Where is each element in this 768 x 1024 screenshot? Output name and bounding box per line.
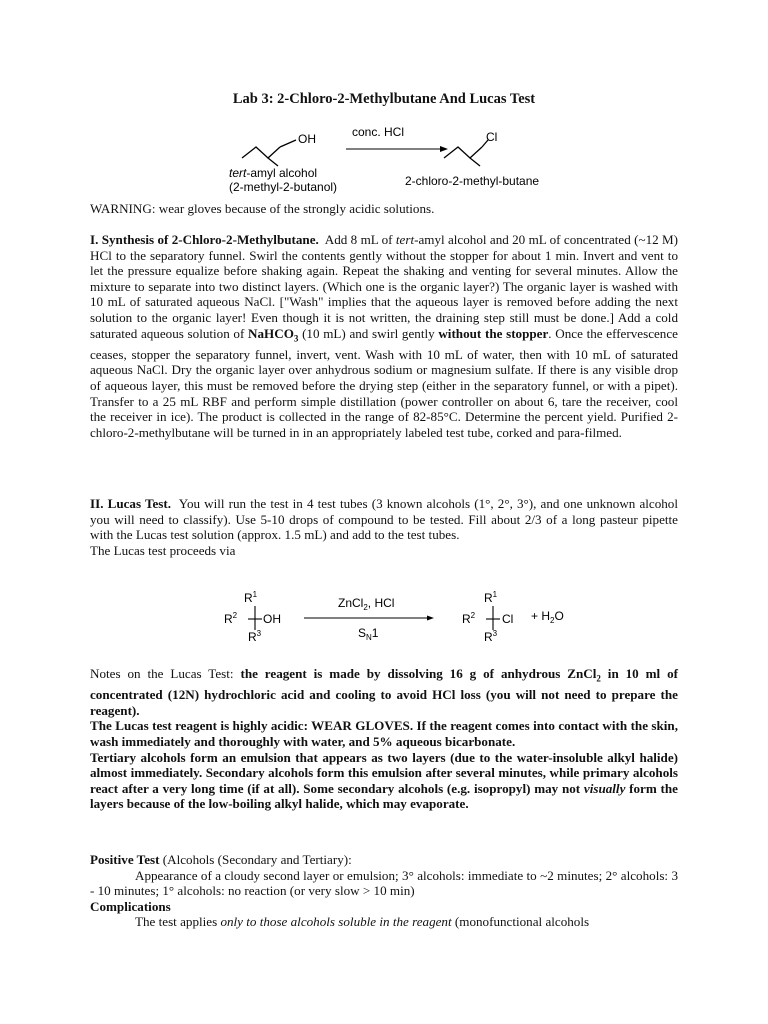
reactant-oh-label: OH xyxy=(298,132,316,146)
complications-heading: Complications xyxy=(90,898,171,914)
reactant-name: tert-amyl alcohol xyxy=(229,166,318,180)
notes-section: Notes on the Lucas Test: the reagent is made by dissolving 16 g of anhydrous ZnCl$_2$ in 10 ml of concentrated (12N) hydrochloric acid and cooling to avoid HCl loss (you will not need to prepare the reagent). The Lucas test reagent is highly acidic: WEAR GLOVES. If the reagent comes into contact with the skin, wash immediately and thoroughly with water, and 5% aqueous bicarbonate. Tertiary alcohols form an emulsion that appears as two layers (due to the water-insoluble alkyl halide) almost immediately. Secondary alcohols form this emulsion after several minutes, while primary alcohols react after a very long time (if at all). Some secondary alcohols (e.g. isopropyl) may not visually form the layers because of the low-boiling alkyl halide, which may evaporate. xyxy=(90,666,678,812)
r1-label: $R^1$ xyxy=(244,590,258,605)
lucas-proceeds-text: The Lucas test proceeds via xyxy=(90,542,236,558)
reactant-alt-name: (2-methyl-2-butanol) xyxy=(229,180,338,194)
synthesis-section: I. Synthesis of 2-Chloro-2-Methylbutane. Add 8 mL of tert-amyl alcohol and 20 mL of concentrated (~12 M) HCl to the separatory funnel. Swirl the contents gently without the stopper for about 1 min. Invert and vent to let the pressure equalize before shaking again. Repeat the shaking and venting for several minutes. Allow the mixture to separate into two distinct layers. (Which one is the organic layer?) The organic layer is washed with 10 mL of saturated aqueous NaCl. ["Wash" implies that the aqueous layer is removed before adding the next solution to the organic layer! Even though it is not written, the draining step still must be done.] Add a cold saturated aqueous solution of NaHCO$_3$ (10 mL) and swirl gently without the stopper. Once the effervescence ceases, stopper the separatory funnel, invert, vent. Wash with 10 mL of water, then with 10 mL of saturated aqueous NaCl. Dry the organic layer over anhydrous sodium or magnesium sulfate. If there is any visible drop of aqueous layer, this must be removed before the drying step (either in the separatory funnel, or with a pipet). Transfer to a 25 mL RBF and perform simple distillation (power controller on about 6, tare the receiver, cool the receiver in ice). The product is collected in the range of 82-85°C. Determine the percent yield. Purified 2-chloro-2-methylbutane will be turned in in an appropriately labeled test tube, corked and para-filmed. xyxy=(90,232,679,440)
gloves-warning: The Lucas test reagent is highly acidic: WEAR GLOVES. If the reagent comes into contact with the skin, wash immediately and thoroughly with water, and 5% aqueous bicarbonate. xyxy=(90,718,678,749)
zncl2-label: ZnCl$_2$, HCl xyxy=(338,596,395,612)
r2-label: $R^2$ xyxy=(224,611,238,626)
section1-heading: I. Synthesis of 2-Chloro-2-Methylbutane. xyxy=(90,232,319,247)
reagent-label: conc. HCl xyxy=(352,125,405,139)
positive-test-section: Positive Test (Alcohols (Secondary and Tertiary): Appearance of a cloudy second layer or emulsion; 3° alcohols: immediate to ~2 minutes; 2° alcohols: 3 - 10 minutes; 1° alcohols: no reaction (or very slow > 10 min) Complications The test applies only to those alcohols soluble in the reagent (monofunctional alcohols xyxy=(90,852,678,930)
product-skeleton xyxy=(444,147,482,158)
product-r2-label: $R^2$ xyxy=(462,611,476,626)
reactant-skeleton xyxy=(242,147,280,158)
product-name: 2-chloro-2-methyl-butane xyxy=(405,174,540,188)
r3-label: $R^3$ xyxy=(248,629,262,644)
product-r1-label: $R^1$ xyxy=(484,590,498,605)
lucas-mechanism xyxy=(222,588,582,644)
reaction-scheme xyxy=(218,118,578,200)
product-r3-label: $R^3$ xyxy=(484,629,498,644)
lucas-section: II. Lucas Test. You will run the test in 4 test tubes (3 known alcohols (1°, 2°, 3°), and one unknown alcohol you will need to classify). Use 5-10 drops of compound to be tested. Fill about 2/3 of a long pasteur pipette with the Lucas test solution (approx. 1.5 mL) and add to the test tubes. The Lucas test proceeds via xyxy=(90,496,678,558)
section2-heading: II. Lucas Test. xyxy=(90,496,172,511)
water-label: + $H_2O$ xyxy=(531,609,564,625)
product-cl: Cl xyxy=(502,612,514,626)
sn1-label: $S_N1$ xyxy=(358,626,379,642)
oh-label: OH xyxy=(263,612,281,626)
page-title: Lab 3: 2-Chloro-2-Methylbutane And Lucas Test xyxy=(232,91,536,107)
warning-text: WARNING: wear gloves because of the strongly acidic solutions. xyxy=(90,201,435,216)
product-cl-label: Cl xyxy=(486,130,498,144)
